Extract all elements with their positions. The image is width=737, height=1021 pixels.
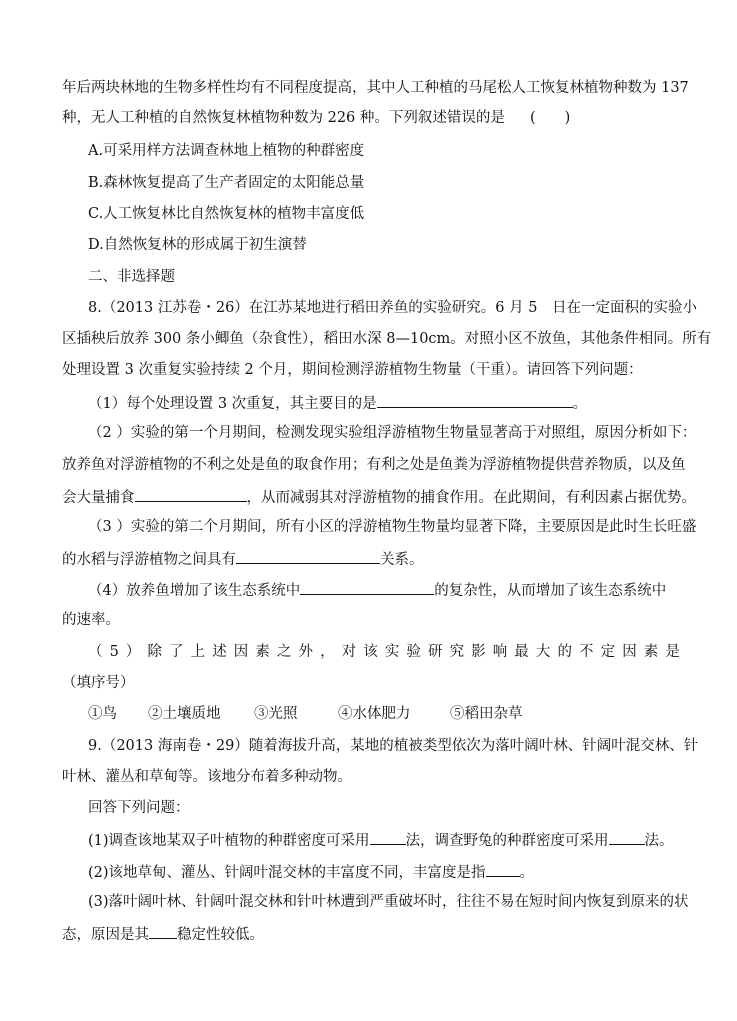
q8-sub5-char: 外 xyxy=(298,644,314,660)
q9-sub1 xyxy=(88,830,674,850)
q8-sub5-char: 验 xyxy=(406,644,421,660)
q8-sub2-line3 xyxy=(62,487,696,507)
q8-sub5-line1 xyxy=(88,643,680,661)
q8-sub4-blank[interactable] xyxy=(300,580,434,595)
q8-sub5-char: 最 xyxy=(514,644,529,660)
q8-sub5-options xyxy=(88,705,523,723)
q9-sub3-line2-text: 态，原因是其 xyxy=(62,927,149,943)
q9-sub1-blank2[interactable] xyxy=(609,830,645,845)
q7-line1: 年后两块林地的生物多样性均有不同程度提高，其中人工种植的马尾松人工恢复林植物种数为 137 xyxy=(62,80,689,96)
q9-sub3-line1: (3)落叶阔叶林、针阔叶混交林和针叶林遭到严重破坏时，往往不易在短时间内恢复到原来的状 xyxy=(88,894,689,910)
q9-line1: 9.（2013 海南卷・29）随着海拔升高，某地的植被类型依次为落叶阔叶林、针阔叶混交林、针 xyxy=(88,738,699,754)
q9-sub3-line2-rest: 稳定性较低。 xyxy=(177,927,264,943)
q8-sub5-char: 因 xyxy=(233,644,249,660)
q9-sub1-blank1[interactable] xyxy=(370,830,406,845)
q8-sub3-line1: （3 ）实验的第二个月期间，所有小区的浮游植物生物量均显著下降，主要原因是此时生长旺盛 xyxy=(88,519,697,535)
q8-sub5-option: ②土壤质地 xyxy=(148,706,221,722)
q8-sub5-char: 之 xyxy=(276,644,292,660)
q9-prompt: 回答下列问题： xyxy=(88,800,190,816)
q8-sub5-char: 的 xyxy=(557,644,572,660)
q9-line2: 叶林、灌丛和草甸等。该地分布着多种动物。 xyxy=(62,769,352,785)
q9-sub3-line2 xyxy=(62,924,264,944)
q7-answer-paren: ( ) xyxy=(530,110,571,126)
q8-sub4-line2: 的速率。 xyxy=(62,612,120,628)
q8-sub5-char: 因 xyxy=(622,644,637,660)
q8-line1: 8.（2013 江苏卷・26）在江苏某地进行稻田养鱼的实验研究。6 月 5 日在一定面积的实验小 xyxy=(88,300,697,316)
q8-line2: 区插秧后放养 300 条小鲫鱼（杂食性），稻田水深 8—10cm。对照小区不放鱼，其他条件相同。所有 xyxy=(62,331,712,347)
q8-sub5-char: 响 xyxy=(492,644,508,660)
q8-sub5-char: （ xyxy=(88,644,103,660)
q8-sub1 xyxy=(88,393,587,413)
q8-sub2-blank[interactable] xyxy=(135,487,247,502)
q8-sub4-line1 xyxy=(88,580,666,600)
q8-sub5-char: 实 xyxy=(384,644,400,660)
q8-sub5-char: 述 xyxy=(212,644,227,660)
q7-option-b: B.森林恢复提高了生产者固定的太阳能总量 xyxy=(88,175,365,191)
q8-sub5-char: 影 xyxy=(471,644,486,660)
q9-sub2 xyxy=(88,862,534,882)
q9-sub2-end: 。 xyxy=(519,865,535,881)
q8-sub5-line2: （填序号） xyxy=(62,675,135,691)
q8-line3: 处理设置 3 次重复实验持续 2 个月，期间检测浮游植物生物量（干重）。请回答下列问题： xyxy=(62,362,643,378)
section-title: 二、非选择题 xyxy=(88,269,175,285)
q8-sub3-blank[interactable] xyxy=(236,549,380,564)
q8-sub5-char: 研 xyxy=(427,644,443,660)
q8-sub3-line2-rest: 关系。 xyxy=(380,552,424,568)
q8-sub5-char: 定 xyxy=(600,644,616,660)
q8-sub5-char: 素 xyxy=(255,644,270,660)
q8-sub5-char: 素 xyxy=(643,644,659,660)
q9-sub2-text: (2)该地草甸、灌丛、针阔叶混交林的丰富度不同，丰富度是指 xyxy=(88,865,486,881)
q8-sub5-char: 对 xyxy=(341,644,357,660)
q7-line2-text: 种，无人工种植的自然恢复林植物种数为 226 种。下列叙述错误的是 xyxy=(62,110,505,126)
q8-sub3-line2 xyxy=(62,549,424,569)
q7-option-a: A.可采用样方法调查林地上植物的种群密度 xyxy=(88,143,365,159)
q8-sub4-line1-text: （4）放养鱼增加了该生态系统中 xyxy=(88,583,301,599)
q9-sub1-mid: 法，调查野兔的种群密度可采用 xyxy=(405,833,609,849)
q8-sub1-text: （1）每个处理设置 3 次重复，其主要目的是 xyxy=(88,396,377,412)
q8-sub5-option: ⑤稻田杂草 xyxy=(450,706,523,722)
q8-sub5-char: 是 xyxy=(665,644,680,660)
q9-sub1-text: (1)调查该地某双子叶植物的种群密度可采用 xyxy=(88,833,370,849)
q8-sub5-char: ， xyxy=(320,644,335,660)
q8-sub5-char: 5 xyxy=(109,644,119,660)
q8-sub5-char: ） xyxy=(125,644,141,660)
q8-sub2-line3-rest: ，从而减弱其对浮游植物的捕食作用。在此期间，有利因素占据优势。 xyxy=(246,490,696,506)
q8-sub5-option: ④水体肥力 xyxy=(338,706,411,722)
q8-sub4-line1-rest: 的复杂性，从而增加了该生态系统中 xyxy=(434,583,667,599)
q8-sub5-char: 究 xyxy=(449,644,465,660)
q8-sub1-blank[interactable] xyxy=(377,393,573,408)
q8-sub5-char: 了 xyxy=(169,644,184,660)
q8-sub3-line2-text: 的水稻与浮游植物之间具有 xyxy=(62,552,236,568)
q9-sub1-end: 法。 xyxy=(644,833,674,849)
q8-sub5-char: 上 xyxy=(190,644,206,660)
q8-sub2-line1: （2 ）实验的第一个月期间，检测发现实验组浮游植物生物量显著高于对照组，原因分析如下： xyxy=(88,425,697,441)
q8-sub2-line2: 放养鱼对浮游植物的不利之处是鱼的取食作用；有利之处是鱼粪为浮游植物提供营养物质，以及鱼 xyxy=(62,457,686,473)
q9-sub3-blank[interactable] xyxy=(149,924,177,939)
q9-sub2-blank[interactable] xyxy=(486,862,520,877)
q8-sub1-end: 。 xyxy=(572,396,588,412)
q7-option-d: D.自然恢复林的形成属于初生演替 xyxy=(88,237,307,253)
q8-sub5-char: 该 xyxy=(363,644,378,660)
q8-sub5-option: ①鸟 xyxy=(88,706,117,722)
q8-sub2-line3-text: 会大量捕食 xyxy=(62,490,135,506)
q7-line2 xyxy=(62,109,505,127)
q8-sub5-option: ③光照 xyxy=(254,706,298,722)
q8-sub5-char: 除 xyxy=(147,644,162,660)
q8-sub5-char: 大 xyxy=(535,644,551,660)
q8-sub5-char: 不 xyxy=(579,644,594,660)
q7-option-c: C.人工恢复林比自然恢复林的植物丰富度低 xyxy=(88,206,365,222)
